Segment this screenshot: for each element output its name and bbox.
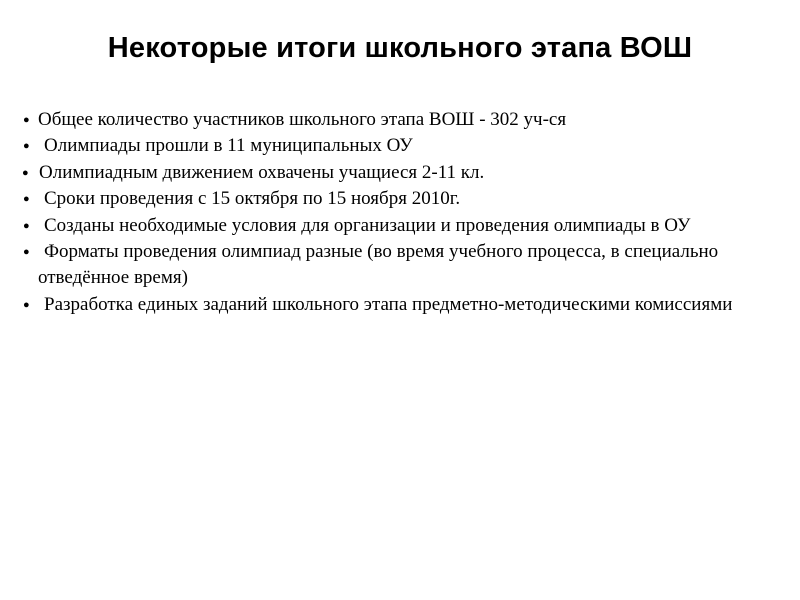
list-item <box>22 186 752 212</box>
list-item-text: Разработка единых заданий школьного этапа предметно-методическими комиссиями <box>44 293 733 315</box>
list-item-text: Олимпиадным движением охвачены учащиеся 2-11 кл. <box>39 161 485 183</box>
bullet-dot-icon: ● <box>23 219 30 232</box>
bullet-dot-icon: ● <box>23 140 30 153</box>
list-item <box>22 107 752 133</box>
list-item-text: Созданы необходимые условия для организации и проведения олимпиады в ОУ <box>44 214 691 236</box>
bullet-dot-icon: ● <box>22 166 29 179</box>
list-item-text: Сроки проведения с 15 октября по 15 ноября 2010г. <box>44 188 461 210</box>
list-item-text: Форматы проведения олимпиад разные (во время учебного процесса, в специально отведённое время) <box>38 241 719 289</box>
list-item <box>22 292 752 318</box>
slide-title: Некоторые итоги школьного этапа ВОШ <box>107 32 693 64</box>
list-item-text: Общее количество участников школьного этапа ВОШ - 302 уч-ся <box>38 109 567 130</box>
bullet-dot-icon: ● <box>23 193 30 206</box>
list-item-text: Олимпиады прошли в 11 муниципальных ОУ <box>44 135 413 157</box>
bullet-dot-icon: ● <box>23 114 30 126</box>
list-item <box>22 213 752 239</box>
bullet-dot-icon: ● <box>23 298 30 311</box>
bullet-list <box>22 107 752 318</box>
list-item <box>22 133 752 159</box>
list-item <box>22 160 752 186</box>
list-item <box>22 239 752 292</box>
bullet-dot-icon: ● <box>23 246 30 259</box>
